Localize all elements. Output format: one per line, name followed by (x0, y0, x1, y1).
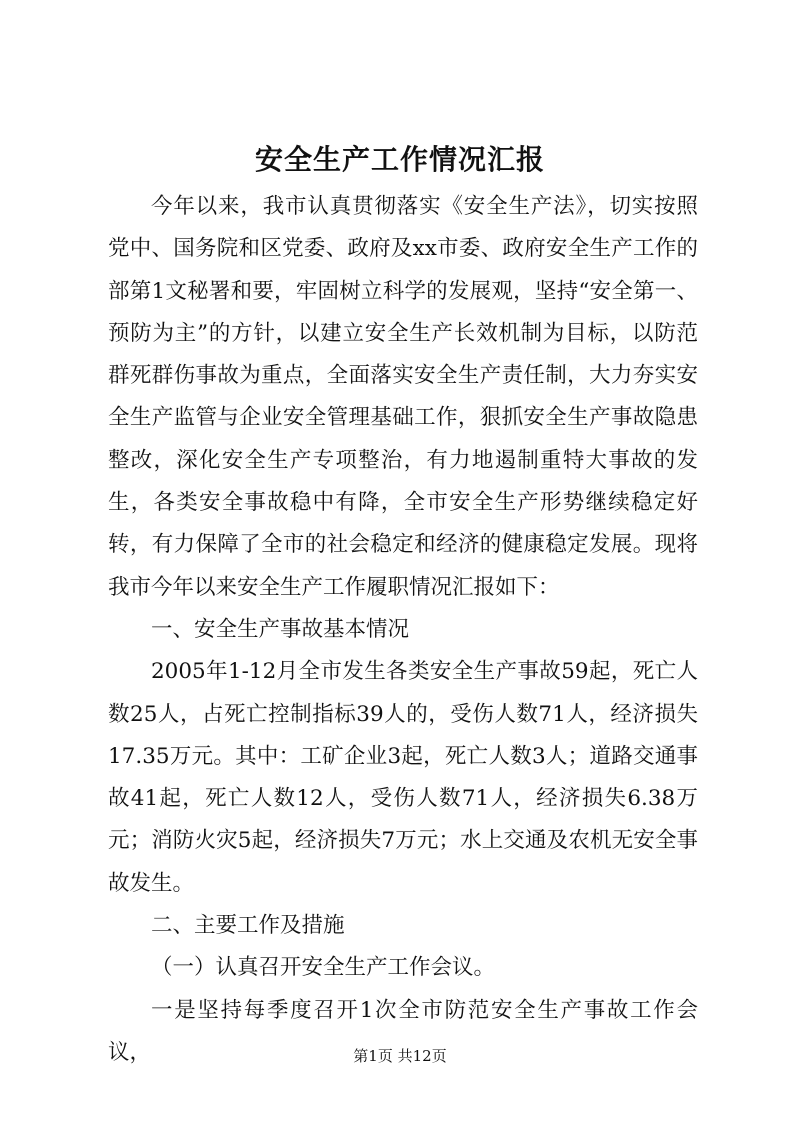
paragraph-intro: 今年以来，我市认真贯彻落实《安全生产法》，切实按照党中、国务院和区党委、政府及xx市委、政府安全生产工作的部第1文秘署和要，牢固树立科学的发展观，坚持“安全第一、预防为主”的方针，以建立安全生产长效机制为目标，以防范群死群伤事故为重点，全面落实安全生产责任制，大力夯实安全生产监管与企业安全管理基础工作，狠抓安全生产事故隐患整改，深化安全生产专项整治，有力地遏制重特大事故的发生，各类安全事故稳中有降，全市安全生产形势继续稳定好转，有力保障了全市的社会稳定和经济的健康稳定发展。现将我市今年以来安全生产工作履职情况汇报如下： (108, 194, 698, 600)
document-title: 安全生产工作情况汇报 (254, 143, 545, 176)
paragraph-accident-stats: 2005年1-12月全市发生各类安全生产事故59起，死亡人数25人，占死亡控制指标39人的，受伤人数71人，经济损失17.35万元。其中：工矿企业3起，死亡人数3人；道路交通事故41起，死亡人数12人，受伤人数71人，经济损失6.38万元；消防火灾5起，经济损失7万元；水上交通及农机无安全事故发生。 (108, 659, 698, 896)
section-heading-2: 二、主要工作及措施 (151, 913, 345, 939)
page-footer: 第1页 共12页 (353, 1047, 447, 1065)
section-heading-1: 一、安全生产事故基本情况 (151, 616, 410, 642)
document-body (108, 186, 698, 1074)
subsection-heading-1: （一）认真召开安全生产工作会议。 (151, 955, 496, 981)
paragraph-measure-1: 一是坚持每季度召开1次全市防范安全生产事故工作会议， (108, 997, 698, 1065)
